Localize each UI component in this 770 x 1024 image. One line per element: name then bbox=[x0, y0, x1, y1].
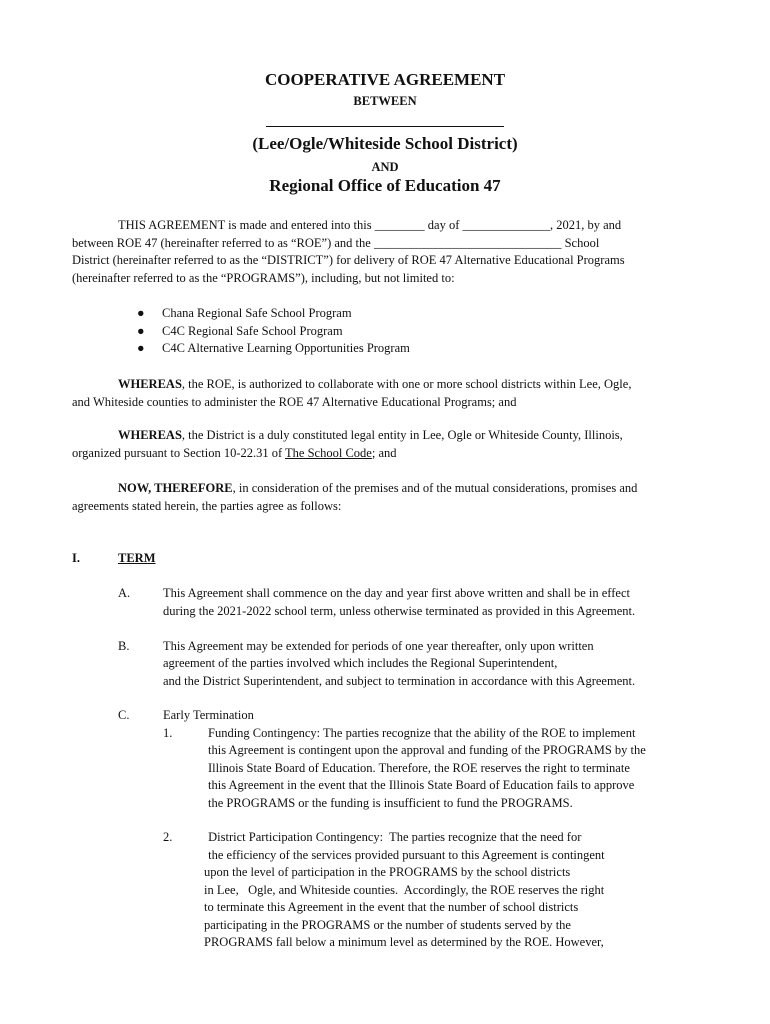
clause-label: C. bbox=[118, 708, 130, 722]
party-school-district: (Lee/Ogle/Whiteside School District) bbox=[252, 134, 518, 153]
item2-line: District Participation Contingency: The parties recognize that the need for bbox=[205, 830, 582, 844]
clause-a-line: during the 2021-2022 school term, unless otherwise terminated as provided in this Agreement. bbox=[163, 604, 636, 618]
intro-line: District (hereinafter referred to as the “DISTRICT”) for delivery of ROE 47 Alternative Educational Programs bbox=[72, 253, 625, 267]
program-list bbox=[137, 305, 410, 358]
between-label: BETWEEN bbox=[353, 94, 417, 108]
item2-line: PROGRAMS fall below a minimum level as determined by the ROE. However, bbox=[204, 935, 604, 949]
intro-line: between ROE 47 (hereinafter referred to as “ROE”) and the ______________________________ School bbox=[72, 236, 600, 250]
list-item: ● C4C Alternative Learning Opportunities Program bbox=[137, 340, 410, 358]
clause-c-title: Early Termination bbox=[163, 708, 254, 722]
district-name-blank-line bbox=[266, 126, 504, 127]
item2-line: upon the level of participation in the PROGRAMS by the school districts bbox=[204, 865, 571, 879]
therefore-keyword: NOW, THEREFORE bbox=[118, 481, 233, 495]
party-regional-office: Regional Office of Education 47 bbox=[269, 176, 501, 195]
whereas-line: organized pursuant to Section 10-22.31 of The School Code; and bbox=[72, 446, 397, 460]
list-item: ● Chana Regional Safe School Program bbox=[137, 305, 410, 323]
item1-line: Funding Contingency: The parties recognize that the ability of the ROE to implement bbox=[208, 726, 636, 740]
whereas-line: and Whiteside counties to administer the ROE 47 Alternative Educational Programs; and bbox=[72, 395, 517, 409]
document-title: COOPERATIVE AGREEMENT bbox=[264, 70, 506, 89]
section-number: I. bbox=[72, 551, 80, 565]
and-label: AND bbox=[371, 160, 399, 174]
list-item: ● C4C Regional Safe School Program bbox=[137, 323, 410, 341]
item2-line: participating in the PROGRAMS or the number of students served by the bbox=[204, 918, 571, 932]
bullet-icon: ● bbox=[137, 323, 145, 338]
clause-label: A. bbox=[118, 586, 131, 600]
item2-line: in Lee, Ogle, and Whiteside counties. Accordingly, the ROE reserves the right bbox=[204, 883, 605, 897]
whereas-keyword: WHEREAS bbox=[118, 428, 182, 442]
item-label: 2. bbox=[163, 830, 173, 844]
item2-line: the efficiency of the services provided pursuant to this Agreement is contingent bbox=[205, 848, 605, 862]
item2-line: to terminate this Agreement in the event that the number of school districts bbox=[204, 900, 579, 914]
clause-b-line: This Agreement may be extended for periods of one year thereafter, only upon written bbox=[163, 639, 594, 653]
intro-line: (hereinafter referred to as the “PROGRAMS”), including, but not limited to: bbox=[72, 271, 455, 285]
item1-line: the PROGRAMS or the funding is insufficient to fund the PROGRAMS. bbox=[208, 796, 573, 810]
intro-line: THIS AGREEMENT is made and entered into this ________ day of ______________, 2021, by and bbox=[118, 218, 622, 232]
therefore-line: agreements stated herein, the parties agree as follows: bbox=[72, 499, 342, 513]
school-code-reference: The School Code bbox=[285, 446, 372, 460]
item1-line: this Agreement in the event that the Illinois State Board of Education fails to approve bbox=[208, 778, 635, 792]
clause-b-line: and the District Superintendent, and subject to termination in accordance with this Agreement. bbox=[163, 674, 636, 688]
bullet-icon: ● bbox=[137, 306, 145, 320]
item-label: 1. bbox=[163, 726, 173, 740]
section-heading: TERM bbox=[118, 551, 156, 565]
whereas-paragraph: WHEREAS, the ROE, is authorized to collaborate with one or more school districts within Lee, Ogle, bbox=[118, 377, 632, 391]
clause-b-line: agreement of the parties involved which includes the Regional Superintendent, bbox=[163, 656, 558, 670]
whereas-paragraph: WHEREAS, the District is a duly constituted legal entity in Lee, Ogle or Whiteside County, Illinois, bbox=[118, 428, 623, 442]
bullet-icon: ● bbox=[137, 341, 145, 356]
whereas-keyword: WHEREAS bbox=[118, 377, 182, 391]
item1-line: this Agreement is contingent upon the approval and funding of the PROGRAMS by the bbox=[208, 743, 646, 757]
therefore-paragraph: NOW, THEREFORE, in consideration of the premises and of the mutual considerations, promises and bbox=[118, 481, 638, 495]
item1-line: Illinois State Board of Education. Therefore, the ROE reserves the right to terminate bbox=[208, 761, 630, 775]
clause-label: B. bbox=[118, 639, 130, 653]
clause-a-line: This Agreement shall commence on the day and year first above written and shall be in effect bbox=[163, 586, 630, 600]
